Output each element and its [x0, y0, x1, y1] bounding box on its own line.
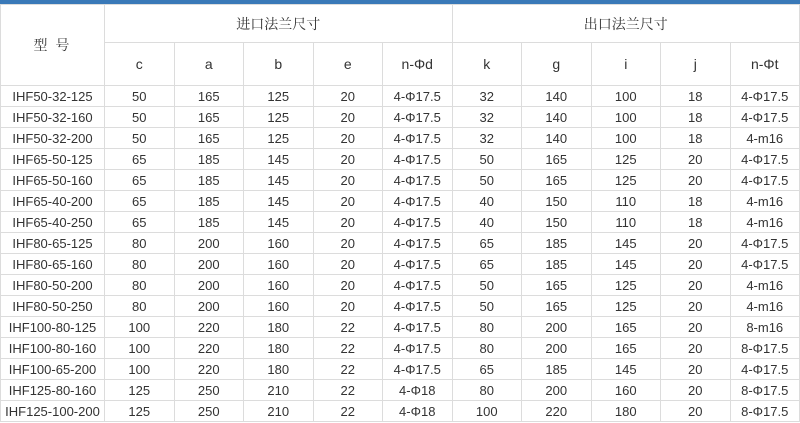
- value-cell: 160: [244, 296, 314, 317]
- table-header: [1, 5, 800, 86]
- value-cell: 20: [313, 170, 383, 191]
- value-cell: 125: [105, 401, 175, 422]
- value-cell: 160: [244, 254, 314, 275]
- sub-header-row: [1, 43, 800, 86]
- value-cell: 20: [313, 86, 383, 107]
- value-cell: 4-Φ17.5: [730, 170, 800, 191]
- table-row: [1, 401, 800, 422]
- value-cell: 185: [522, 233, 592, 254]
- column-header: i: [591, 43, 661, 86]
- value-cell: 65: [452, 359, 522, 380]
- flange-dimensions-table: [0, 4, 800, 422]
- value-cell: 210: [244, 380, 314, 401]
- value-cell: 50: [105, 86, 175, 107]
- value-cell: 4-Φ17.5: [730, 359, 800, 380]
- value-cell: 100: [591, 107, 661, 128]
- value-cell: 200: [174, 275, 244, 296]
- value-cell: 50: [452, 149, 522, 170]
- value-cell: 4-Φ17.5: [383, 317, 453, 338]
- model-cell: IHF80-50-250: [1, 296, 105, 317]
- model-cell: IHF80-65-160: [1, 254, 105, 275]
- value-cell: 165: [174, 86, 244, 107]
- value-cell: 4-Φ17.5: [383, 338, 453, 359]
- column-header: n-Φt: [730, 43, 800, 86]
- value-cell: 185: [174, 149, 244, 170]
- value-cell: 200: [174, 233, 244, 254]
- model-cell: IHF125-100-200: [1, 401, 105, 422]
- value-cell: 65: [105, 170, 175, 191]
- table-body: [1, 86, 800, 422]
- value-cell: 80: [105, 254, 175, 275]
- value-cell: 40: [452, 191, 522, 212]
- value-cell: 4-Φ17.5: [383, 254, 453, 275]
- value-cell: 20: [661, 359, 731, 380]
- value-cell: 4-m16: [730, 191, 800, 212]
- value-cell: 20: [661, 401, 731, 422]
- value-cell: 65: [452, 254, 522, 275]
- model-cell: IHF65-40-250: [1, 212, 105, 233]
- value-cell: 4-Φ17.5: [383, 233, 453, 254]
- value-cell: 20: [661, 149, 731, 170]
- value-cell: 160: [244, 233, 314, 254]
- value-cell: 250: [174, 401, 244, 422]
- value-cell: 220: [174, 359, 244, 380]
- value-cell: 250: [174, 380, 244, 401]
- value-cell: 20: [313, 107, 383, 128]
- value-cell: 20: [313, 149, 383, 170]
- value-cell: 65: [105, 191, 175, 212]
- value-cell: 145: [244, 170, 314, 191]
- model-cell: IHF80-50-200: [1, 275, 105, 296]
- value-cell: 145: [244, 212, 314, 233]
- value-cell: 18: [661, 128, 731, 149]
- value-cell: 20: [661, 338, 731, 359]
- value-cell: 4-m16: [730, 296, 800, 317]
- value-cell: 165: [174, 107, 244, 128]
- value-cell: 125: [244, 128, 314, 149]
- value-cell: 18: [661, 107, 731, 128]
- value-cell: 65: [452, 233, 522, 254]
- value-cell: 4-Φ17.5: [383, 296, 453, 317]
- value-cell: 200: [522, 338, 592, 359]
- value-cell: 185: [174, 170, 244, 191]
- value-cell: 140: [522, 107, 592, 128]
- value-cell: 50: [105, 128, 175, 149]
- value-cell: 145: [591, 359, 661, 380]
- value-cell: 110: [591, 191, 661, 212]
- inlet-flange-group-header: 进口法兰尺寸: [105, 5, 453, 43]
- value-cell: 20: [661, 254, 731, 275]
- value-cell: 20: [313, 254, 383, 275]
- table-row: [1, 128, 800, 149]
- value-cell: 180: [244, 359, 314, 380]
- value-cell: 22: [313, 317, 383, 338]
- value-cell: 100: [591, 86, 661, 107]
- table-row: [1, 86, 800, 107]
- value-cell: 18: [661, 212, 731, 233]
- value-cell: 185: [522, 359, 592, 380]
- value-cell: 20: [661, 233, 731, 254]
- value-cell: 140: [522, 128, 592, 149]
- model-cell: IHF50-32-160: [1, 107, 105, 128]
- value-cell: 20: [661, 170, 731, 191]
- table-row: [1, 275, 800, 296]
- value-cell: 180: [244, 338, 314, 359]
- value-cell: 80: [452, 380, 522, 401]
- value-cell: 50: [452, 275, 522, 296]
- value-cell: 100: [591, 128, 661, 149]
- value-cell: 32: [452, 86, 522, 107]
- value-cell: 150: [522, 212, 592, 233]
- value-cell: 80: [105, 233, 175, 254]
- value-cell: 100: [105, 317, 175, 338]
- value-cell: 200: [522, 317, 592, 338]
- value-cell: 4-Φ17.5: [383, 86, 453, 107]
- table-row: [1, 149, 800, 170]
- value-cell: 100: [452, 401, 522, 422]
- value-cell: 200: [174, 254, 244, 275]
- value-cell: 22: [313, 359, 383, 380]
- value-cell: 4-Φ18: [383, 401, 453, 422]
- value-cell: 185: [174, 191, 244, 212]
- table-row: [1, 170, 800, 191]
- value-cell: 20: [661, 275, 731, 296]
- value-cell: 32: [452, 107, 522, 128]
- value-cell: 20: [661, 317, 731, 338]
- value-cell: 18: [661, 86, 731, 107]
- model-cell: IHF65-40-200: [1, 191, 105, 212]
- value-cell: 50: [452, 296, 522, 317]
- value-cell: 65: [105, 212, 175, 233]
- table-row: [1, 359, 800, 380]
- column-header: b: [244, 43, 314, 86]
- table-row: [1, 107, 800, 128]
- model-cell: IHF100-80-125: [1, 317, 105, 338]
- value-cell: 165: [522, 170, 592, 191]
- value-cell: 125: [244, 107, 314, 128]
- value-cell: 20: [313, 212, 383, 233]
- value-cell: 4-Φ17.5: [383, 128, 453, 149]
- value-cell: 160: [244, 275, 314, 296]
- value-cell: 65: [105, 149, 175, 170]
- column-header: e: [313, 43, 383, 86]
- table-row: [1, 296, 800, 317]
- value-cell: 20: [661, 296, 731, 317]
- value-cell: 8-m16: [730, 317, 800, 338]
- value-cell: 4-m16: [730, 275, 800, 296]
- model-cell: IHF100-80-160: [1, 338, 105, 359]
- column-header: j: [661, 43, 731, 86]
- model-cell: IHF50-32-125: [1, 86, 105, 107]
- table-row: [1, 191, 800, 212]
- value-cell: 125: [591, 275, 661, 296]
- value-cell: 145: [591, 233, 661, 254]
- column-header: g: [522, 43, 592, 86]
- model-cell: IHF50-32-200: [1, 128, 105, 149]
- value-cell: 220: [174, 317, 244, 338]
- value-cell: 145: [591, 254, 661, 275]
- value-cell: 50: [105, 107, 175, 128]
- value-cell: 20: [313, 296, 383, 317]
- value-cell: 8-Φ17.5: [730, 338, 800, 359]
- value-cell: 4-Φ17.5: [383, 212, 453, 233]
- outlet-flange-group-header: 出口法兰尺寸: [452, 5, 800, 43]
- table-row: [1, 317, 800, 338]
- value-cell: 165: [591, 317, 661, 338]
- value-cell: 4-Φ17.5: [730, 149, 800, 170]
- value-cell: 8-Φ17.5: [730, 401, 800, 422]
- value-cell: 125: [591, 149, 661, 170]
- value-cell: 4-Φ17.5: [730, 254, 800, 275]
- value-cell: 110: [591, 212, 661, 233]
- value-cell: 80: [452, 317, 522, 338]
- value-cell: 4-Φ17.5: [730, 233, 800, 254]
- value-cell: 20: [313, 191, 383, 212]
- value-cell: 220: [174, 338, 244, 359]
- column-header: c: [105, 43, 175, 86]
- value-cell: 80: [105, 296, 175, 317]
- value-cell: 32: [452, 128, 522, 149]
- value-cell: 4-Φ17.5: [383, 149, 453, 170]
- value-cell: 165: [522, 149, 592, 170]
- value-cell: 160: [591, 380, 661, 401]
- value-cell: 125: [591, 296, 661, 317]
- value-cell: 20: [313, 275, 383, 296]
- value-cell: 50: [452, 170, 522, 191]
- value-cell: 20: [661, 380, 731, 401]
- value-cell: 22: [313, 401, 383, 422]
- column-header: k: [452, 43, 522, 86]
- value-cell: 200: [174, 296, 244, 317]
- value-cell: 210: [244, 401, 314, 422]
- table-row: [1, 338, 800, 359]
- model-cell: IHF80-65-125: [1, 233, 105, 254]
- value-cell: 165: [591, 338, 661, 359]
- value-cell: 125: [244, 86, 314, 107]
- value-cell: 80: [452, 338, 522, 359]
- value-cell: 165: [522, 275, 592, 296]
- value-cell: 22: [313, 380, 383, 401]
- model-cell: IHF100-65-200: [1, 359, 105, 380]
- value-cell: 200: [522, 380, 592, 401]
- value-cell: 80: [105, 275, 175, 296]
- table-row: [1, 380, 800, 401]
- table-row: [1, 212, 800, 233]
- value-cell: 125: [105, 380, 175, 401]
- value-cell: 18: [661, 191, 731, 212]
- value-cell: 145: [244, 149, 314, 170]
- value-cell: 150: [522, 191, 592, 212]
- value-cell: 185: [174, 212, 244, 233]
- value-cell: 165: [522, 296, 592, 317]
- value-cell: 22: [313, 338, 383, 359]
- value-cell: 185: [522, 254, 592, 275]
- value-cell: 4-Φ17.5: [383, 107, 453, 128]
- value-cell: 4-Φ17.5: [730, 107, 800, 128]
- value-cell: 125: [591, 170, 661, 191]
- group-header-row: [1, 5, 800, 43]
- value-cell: 8-Φ17.5: [730, 380, 800, 401]
- table-row: [1, 233, 800, 254]
- value-cell: 220: [522, 401, 592, 422]
- model-cell: IHF125-80-160: [1, 380, 105, 401]
- value-cell: 165: [174, 128, 244, 149]
- value-cell: 4-Φ17.5: [383, 359, 453, 380]
- value-cell: 180: [244, 317, 314, 338]
- value-cell: 4-Φ17.5: [383, 275, 453, 296]
- column-header: a: [174, 43, 244, 86]
- value-cell: 4-Φ17.5: [383, 170, 453, 191]
- value-cell: 4-Φ17.5: [730, 86, 800, 107]
- value-cell: 20: [313, 233, 383, 254]
- value-cell: 180: [591, 401, 661, 422]
- value-cell: 4-Φ18: [383, 380, 453, 401]
- value-cell: 100: [105, 359, 175, 380]
- column-header: n-Φd: [383, 43, 453, 86]
- value-cell: 4-Φ17.5: [383, 191, 453, 212]
- model-cell: IHF65-50-125: [1, 149, 105, 170]
- value-cell: 145: [244, 191, 314, 212]
- value-cell: 4-m16: [730, 212, 800, 233]
- value-cell: 100: [105, 338, 175, 359]
- model-cell: IHF65-50-160: [1, 170, 105, 191]
- model-column-header: 型 号: [1, 5, 105, 86]
- value-cell: 4-m16: [730, 128, 800, 149]
- value-cell: 140: [522, 86, 592, 107]
- table-row: [1, 254, 800, 275]
- value-cell: 20: [313, 128, 383, 149]
- value-cell: 40: [452, 212, 522, 233]
